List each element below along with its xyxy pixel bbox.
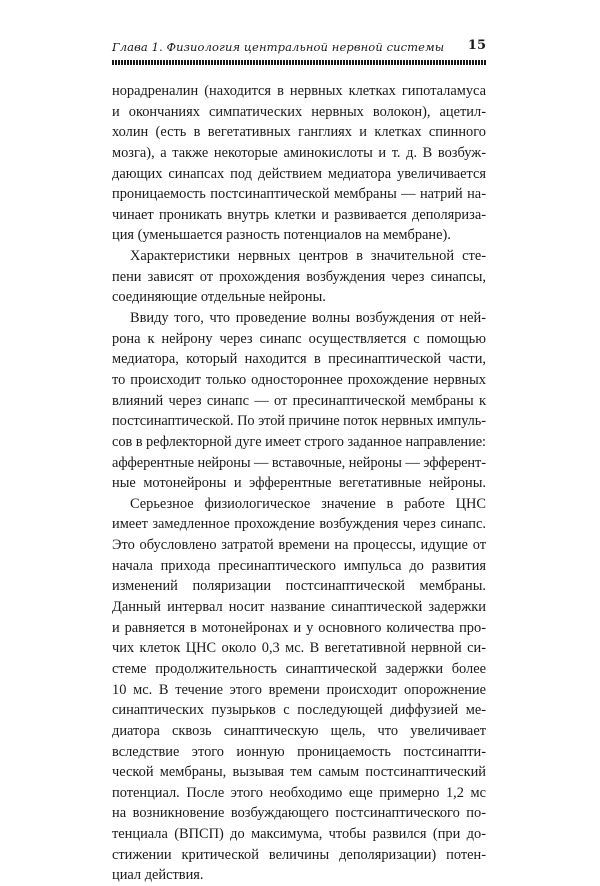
paragraph-4 (112, 494, 486, 886)
text-line: потенциал. После этого необходимо еще примерно 1,2 мс (112, 784, 486, 801)
text-line: вследствие этого ионную проницаемость постсинапти- (112, 743, 486, 760)
page-number: 15 (467, 38, 486, 53)
text-line: мозга), а также некоторые аминокислоты и т. д. В возбуж- (112, 144, 486, 161)
text-line: медиатора, который находится в пресинаптической части, (112, 351, 486, 368)
text-line: изменений поляризации постсинаптической мембраны. (112, 578, 486, 595)
text-line: сов в рефлекторной дуге имеет строго заданное направление: (112, 433, 486, 450)
text-line: дающих синапсах под действием медиатора увеличивается (112, 165, 486, 182)
paragraph-3 (112, 308, 486, 494)
text-line: постсинаптической. По этой причине поток нервных импуль- (112, 413, 486, 430)
text-line: рона к нейрону через синапс осуществляется с помощью (112, 330, 486, 347)
text-line: 10 мс. В течение этого времени происходит опорожнение (112, 681, 486, 698)
header-rule (112, 60, 486, 65)
text-line: циал действия. (112, 867, 204, 884)
text-line: влияний через синапс — от пресинаптической мембраны к (112, 392, 486, 409)
text-line: диатора сквозь синаптическую щель, что увеличивает (112, 722, 486, 739)
running-title: Глава 1. Физиология центральной нервной системы (112, 40, 445, 54)
text-line: и равняется в мотонейронах и у основного количества про- (112, 619, 486, 636)
text-line: Характеристики нервных центров в значительной сте- (130, 248, 486, 265)
text-line: Это обусловлено затратой времени на процессы, идущие от (112, 537, 486, 554)
text-line: Серьезное физиологическое значение в работе ЦНС (130, 495, 486, 512)
running-header (112, 38, 486, 58)
body-text (112, 81, 486, 886)
text-line: чих клеток ЦНС около 0,3 мс. В вегетативной нервной си- (112, 640, 486, 657)
text-line: норадреналин (находится в нервных клетках гипоталамуса (112, 83, 486, 99)
text-line: проницаемость постсинаптической мембраны — натрий на- (112, 186, 486, 203)
text-line: синаптических пузырьков с последующей диффузией ме- (112, 702, 486, 719)
text-line: соединяющие отдельные нейроны. (112, 289, 326, 306)
text-line: начала прихода пресинаптического импульса до развития (112, 557, 486, 574)
text-line: Ввиду того, что проведение волны возбуждения от ней- (130, 310, 486, 327)
text-line: и окончаниях симпатических нервных волокон), ацетил- (112, 103, 486, 120)
text-line: на возникновение возбуждающего постсинаптического по- (112, 805, 486, 822)
text-line: афферентные нейроны — вставочные, нейроны — эфферент- (112, 454, 486, 471)
text-line: тенциала (ВПСП) до максимума, чтобы развился (при до- (112, 826, 486, 843)
text-line: ные мотонейроны и эфферентные вегетативные нейроны. (112, 475, 486, 492)
text-line: холин (есть в вегетативных ганглиях и клетках спинного (112, 124, 486, 141)
text-line: то происходит только одностороннее прохождение нервных (112, 371, 486, 388)
paragraph-2 (112, 246, 486, 308)
text-line: чинает проникать внутрь клетки и развивается деполяриза- (112, 206, 486, 223)
text-line: стеме продолжительность синаптической задержки более (112, 660, 486, 677)
text-line: имеет замедленное прохождение возбуждения через синапс. (112, 516, 486, 533)
paragraph-1 (112, 81, 486, 246)
text-line: ция (уменьшается разность потенциалов на мембране). (112, 227, 451, 244)
text-line: ческой мембраны, вызывая тем самым постсинаптический (112, 764, 486, 781)
text-line: Данный интервал носит название синаптической задержки (112, 599, 486, 616)
text-line: стижении критической величины деполяризации) потен- (112, 846, 486, 863)
text-line: пени зависят от прохождения возбуждения через синапсы, (112, 268, 486, 285)
